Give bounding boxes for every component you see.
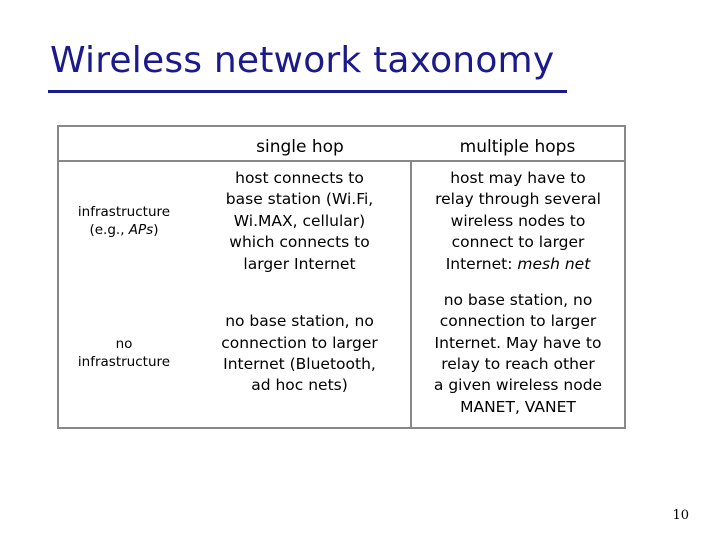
cell-line: connection to larger	[221, 333, 378, 352]
row-label-no-infrastructure	[58, 281, 189, 428]
cell-line: Internet. May have to	[434, 333, 602, 352]
cell-line-emphasis: mesh net	[517, 254, 591, 273]
cell-line: no base station, no	[225, 312, 374, 331]
corner-cell	[58, 126, 189, 161]
page-number: 10	[672, 508, 689, 523]
row-label-line: infrastructure	[77, 203, 171, 220]
cell-line: Internet (Bluetooth,	[223, 355, 376, 373]
taxonomy-table	[57, 125, 626, 429]
cell-line: relay through several	[435, 190, 601, 209]
cell-line	[446, 255, 591, 273]
row-label-emphasis: APs	[128, 221, 154, 238]
table-row	[58, 161, 625, 281]
column-header-single-hop	[189, 126, 411, 161]
cell-line: no base station, no	[443, 290, 593, 309]
table-row	[58, 281, 625, 428]
title-underline	[48, 90, 567, 93]
cell-line: connection to larger	[439, 312, 597, 331]
column-header-multiple-hops	[411, 126, 625, 161]
cell-no-infrastructure-multiple-hops	[411, 281, 625, 428]
cell-line: MANET, VANET	[460, 397, 576, 416]
cell-line: wireless nodes to	[450, 211, 586, 230]
cell-line: connect to larger	[451, 233, 585, 252]
cell-line: ad hoc nets)	[251, 376, 348, 395]
row-label-suffix: )	[153, 221, 159, 238]
cell-line: larger Internet	[243, 254, 356, 273]
cell-infrastructure-single-hop	[189, 161, 411, 281]
cell-line: base station (Wi.Fi,	[225, 190, 374, 209]
header-row	[58, 126, 625, 161]
row-label-infrastructure	[58, 161, 189, 281]
cell-line-prefix: Internet:	[445, 254, 518, 273]
cell-line: host connects to	[235, 169, 364, 188]
cell-line: Wi.MAX, cellular)	[233, 211, 366, 230]
cell-line: relay to reach other	[441, 355, 595, 373]
row-label-prefix: (e.g.,	[89, 221, 129, 238]
row-label-line	[89, 222, 158, 238]
cell-no-infrastructure-single-hop	[189, 281, 411, 428]
column-header-label: single hop	[256, 136, 344, 157]
column-header-label: multiple hops	[459, 136, 576, 157]
slide-title: Wireless network taxonomy	[50, 40, 555, 81]
cell-line: a given wireless node	[433, 376, 603, 395]
cell-line: which connects to	[229, 233, 370, 252]
cell-infrastructure-multiple-hops	[411, 161, 625, 281]
row-label-line: infrastructure	[77, 354, 171, 370]
row-label-line: no	[115, 336, 133, 353]
cell-line: host may have to	[450, 169, 586, 188]
